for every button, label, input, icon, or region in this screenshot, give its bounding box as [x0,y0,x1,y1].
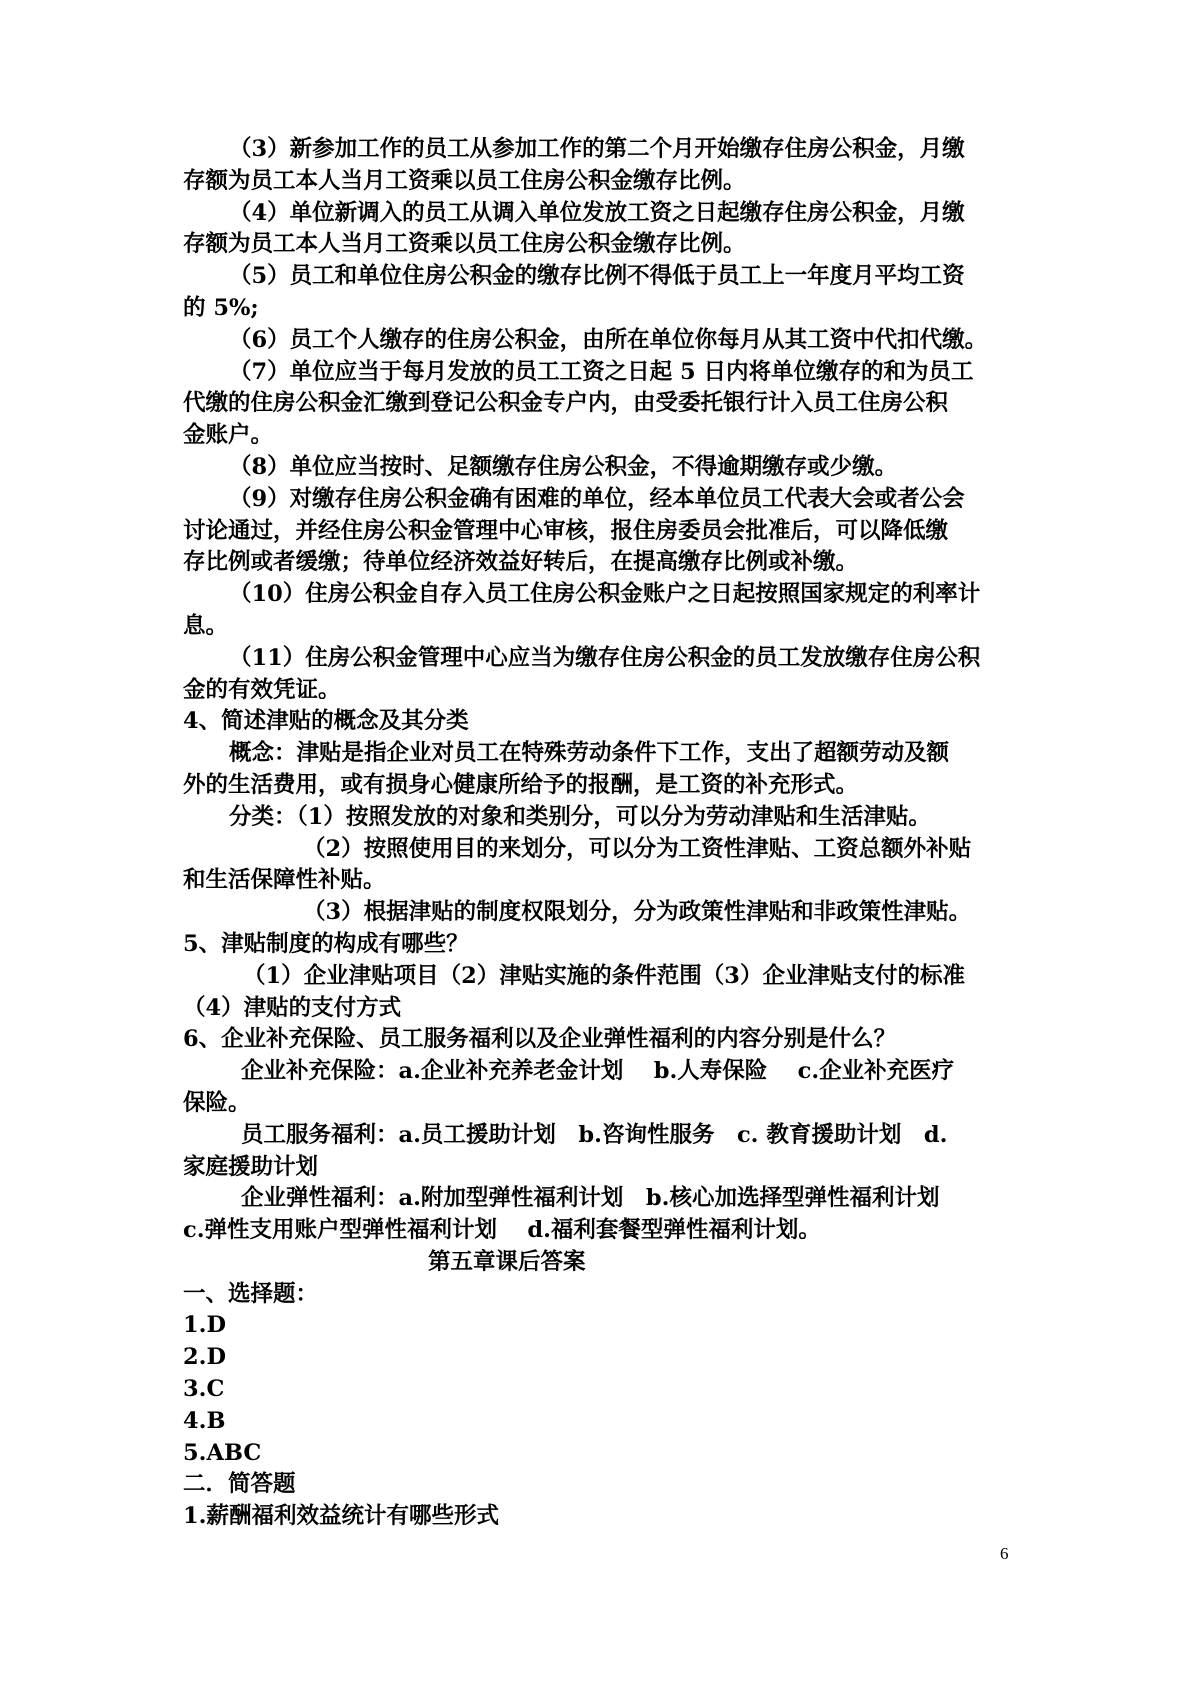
para-11-line-1: （11）住房公积金管理中心应当为缴存住房公积金的员工发放缴存住房公积 [229,644,981,671]
answer-2: 2.D [183,1344,227,1371]
para-3-line-1: （3）新参加工作的员工从参加工作的第二个月开始缴存住房公积金，月缴 [229,136,965,162]
para-11-line-2: 金的有效凭证。 [183,676,341,703]
flexible-benefits-line-2: c.弹性支用账户型弹性福利计划 d.福利套餐型弹性福利计划。 [183,1217,821,1244]
para-6-line-1: （6）员工个人缴存的住房公积金，由所在单位你每月从其工资中代扣代缴。 [229,326,988,353]
para-10-line-1: （10）住房公积金自存入员工住房公积金账户之日起按照国家规定的利率计 [229,581,981,608]
flexible-benefits-line-1: 企业弹性福利：a.附加型弹性福利计划 b.核心加选择型弹性福利计划 [241,1185,940,1212]
section-short-answer: 二．简答题 [183,1471,296,1498]
para-10-line-2: 息。 [183,612,229,639]
answer-4: 4.B [183,1407,226,1434]
question-5-answer-line-1: （1）企业津贴项目（2）津贴实施的条件范围（3）企业津贴支付的标准 [243,962,965,989]
category-line-3: 和生活保障性补贴。 [183,867,386,894]
para-7-line-1: （7）单位应当于每月发放的员工工资之日起 5 日内将单位缴存的和为员工 [229,358,974,385]
supplementary-insurance-line-1: 企业补充保险：a.企业补充养老金计划 b.人寿保险 c.企业补充医疗 [241,1058,955,1085]
answer-5: 5.ABC [183,1439,262,1466]
para-5-line-1: （5）员工和单位住房公积金的缴存比例不得低于员工上一年度月平均工资 [229,263,965,290]
chapter-5-title: 第五章课后答案 [428,1248,586,1275]
para-7-line-3: 金账户。 [183,422,274,449]
question-5-heading: 5、津贴制度的构成有哪些？ [183,930,469,957]
concept-line-1: 概念：津贴是指企业对员工在特殊劳动条件下工作，支出了超额劳动及额 [229,740,950,767]
para-4-line-1: （4）单位新调入的员工从调入单位发放工资之日起缴存住房公积金，月缴 [229,199,965,226]
employee-services-line-2: 家庭援助计划 [183,1153,319,1180]
para-4-line-2: 存额为员工本人当月工资乘以员工住房公积金缴存比例。 [183,231,746,258]
supplementary-insurance-line-2: 保险。 [183,1089,251,1116]
category-line-4: （3）根据津贴的制度权限划分，分为政策性津贴和非政策性津贴。 [303,899,972,926]
para-9-line-3: 存比例或者缓缴；待单位经济效益好转后，在提高缴存比例或补缴。 [183,549,859,576]
answer-3: 3.C [183,1376,225,1403]
page-number: 6 [1000,1544,1009,1563]
para-9-line-2: 讨论通过，并经住房公积金管理中心审核，报住房委员会批准后，可以降低缴 [183,517,949,544]
para-8-line-1: （8）单位应当按时、足额缴存住房公积金，不得逾期缴存或少缴。 [229,453,898,480]
question-5-answer-line-2: （4）津贴的支付方式 [183,994,402,1021]
question-4-heading: 4、简述津贴的概念及其分类 [183,708,469,735]
para-9-line-1: （9）对缴存住房公积金确有困难的单位，经本单位员工代表大会或者公会 [229,485,965,512]
question-6-heading: 6、企业补充保险、员工服务福利以及企业弹性福利的内容分别是什么？ [183,1026,897,1053]
category-line-2: （2）按照使用目的来划分，可以分为工资性津贴、工资总额外补贴 [303,835,972,862]
para-5-line-2: 的 5%; [183,294,259,321]
para-7-line-2: 代缴的住房公积金汇缴到登记公积金专户内，由受委托银行计入员工住房公积 [183,390,949,417]
para-3-line-2: 存额为员工本人当月工资乘以员工住房公积金缴存比例。 [183,167,746,194]
short-answer-question-1: 1.薪酬福利效益统计有哪些形式 [183,1503,499,1530]
document-body [183,134,1018,1533]
section-multiple-choice: 一、选择题： [183,1280,319,1307]
category-line-1: 分类：（1）按照发放的对象和类别分，可以分为劳动津贴和生活津贴。 [229,803,931,830]
concept-line-2: 外的生活费用，或有损身心健康所给予的报酬，是工资的补充形式。 [183,771,859,798]
employee-services-line-1: 员工服务福利：a.员工援助计划 b.咨询性服务 c. 教育援助计划 d. [241,1121,948,1148]
answer-1: 1.D [183,1312,227,1339]
